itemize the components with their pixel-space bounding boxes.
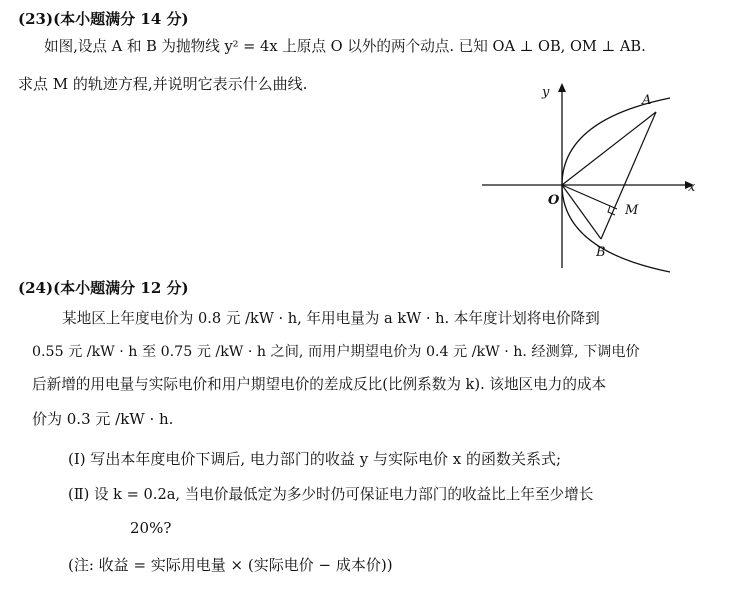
segment-OA <box>562 112 656 185</box>
segment-AB <box>601 112 656 239</box>
q23-text-line2: 求点 M 的轨迹方程,并说明它表示什么曲线. <box>18 75 308 93</box>
parabola-figure <box>470 78 710 278</box>
q24-part1: (Ⅰ) 写出本年度电价下调后, 电力部门的收益 y 与实际电价 x 的函数关系式; <box>68 450 561 468</box>
q24-part2-line2: 20%? <box>130 519 172 537</box>
q24-text-p3: 后新增的用电量与实际电价和用户期望电价的差成反比(比例系数为 k). 该地区电力的成本 <box>32 376 607 393</box>
label-M: M <box>625 203 639 218</box>
label-O: O <box>548 193 560 208</box>
q23-header: (23)(本小题满分 14 分) <box>18 10 189 28</box>
q24-header: (24)(本小题满分 12 分) <box>18 279 189 297</box>
q24-part2-line1: (Ⅱ) 设 k = 0.2a, 当电价最低定为多少时仍可保证电力部门的收益比上年至少增长 <box>68 486 594 503</box>
q24-note: (注: 收益 = 实际用电量 × (实际电价 − 成本价)) <box>68 556 393 574</box>
q23-text-line1: 如图,设点 A 和 B 为抛物线 y² = 4x 上原点 O 以外的两个动点. 已知 OA ⊥ OB, OM ⊥ AB. <box>44 38 646 55</box>
label-x: x <box>688 180 696 195</box>
label-y: y <box>542 85 550 100</box>
q24-text-p4: 价为 0.3 元 /kW · h. <box>32 410 174 428</box>
y-axis-arrow <box>558 83 566 92</box>
label-B: B <box>596 245 606 260</box>
label-A: A <box>642 93 652 108</box>
q24-text-p2: 0.55 元 /kW · h 至 0.75 元 /kW · h 之间, 而用户期望电价为 0.4 元 /kW · h. 经测算, 下调电价 <box>32 344 640 360</box>
q24-text-p1: 某地区上年度电价为 0.8 元 /kW · h, 年用电量为 a kW · h. 本年度计划将电价降到 <box>62 310 600 327</box>
